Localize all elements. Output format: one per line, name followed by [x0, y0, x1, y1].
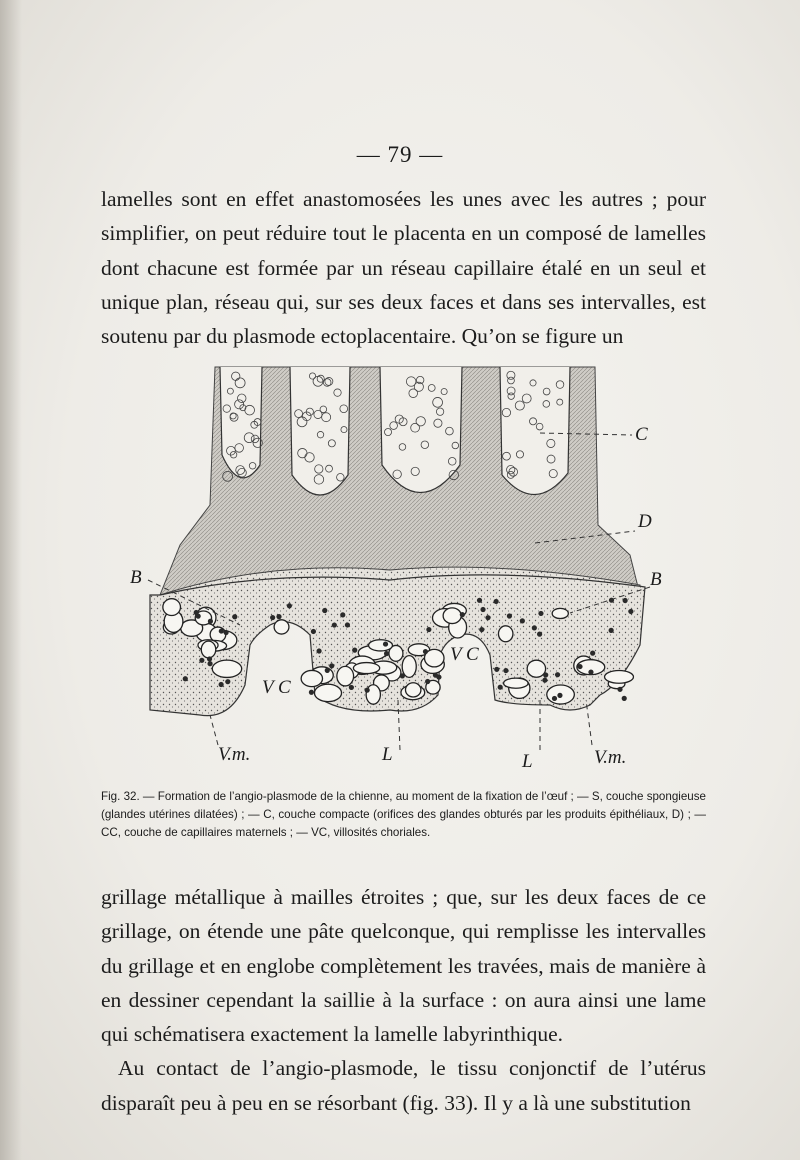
nucleus — [555, 672, 560, 677]
nucleus — [426, 627, 431, 632]
paragraph-bottom-1-text: grillage métallique à mailles étroites ; que, sur les deux faces de ce grillage, on étende une pâte quelconque, qui remplisse les intervalles du grillage et en englobe complètement les travées, mais de manière à en dessiner cependant la saillie à la surface : on aura ainsi une lame qui schématisera exactement la lamelle labyrinthique. — [101, 885, 706, 1047]
capillary — [369, 640, 393, 651]
nucleus — [623, 598, 628, 603]
nucleus — [325, 668, 330, 673]
nucleus — [622, 696, 627, 701]
nucleus — [332, 622, 337, 627]
paragraph-bottom-1 — [101, 880, 706, 1120]
nucleus — [219, 628, 224, 633]
capillary — [498, 626, 512, 642]
nucleus — [219, 682, 224, 687]
capillary — [163, 599, 181, 616]
nucleus — [532, 625, 537, 630]
nucleus — [498, 685, 503, 690]
capillary — [337, 666, 354, 686]
capillary — [274, 620, 289, 634]
label-b-left: B — [130, 567, 142, 588]
nucleus — [352, 648, 357, 653]
label-vc-left: V C — [262, 677, 291, 698]
nucleus — [609, 598, 614, 603]
nucleus — [557, 693, 562, 698]
capillary — [405, 683, 420, 697]
nucleus — [543, 672, 548, 677]
nucleus — [329, 663, 334, 668]
nucleus — [322, 608, 327, 613]
capillary — [527, 660, 545, 677]
nucleus — [183, 676, 188, 681]
nucleus — [207, 661, 212, 666]
label-vc-right: V C — [450, 644, 479, 665]
capillary — [605, 671, 634, 684]
nucleus — [316, 648, 321, 653]
nucleus — [494, 667, 499, 672]
nucleus — [542, 678, 547, 683]
nucleus — [477, 598, 482, 603]
nucleus — [232, 614, 237, 619]
nucleus — [340, 612, 345, 617]
capillary — [314, 684, 341, 701]
nucleus — [425, 679, 430, 684]
nucleus — [384, 651, 389, 656]
nucleus — [628, 609, 633, 614]
capillary — [402, 656, 416, 678]
histology-illustration — [120, 355, 690, 785]
gland-lumen — [380, 367, 462, 493]
nucleus — [485, 615, 490, 620]
capillary — [201, 641, 215, 658]
nucleus — [309, 690, 314, 695]
capillary — [443, 608, 461, 624]
nucleus — [383, 641, 388, 646]
nucleus — [223, 630, 228, 635]
nucleus — [208, 619, 213, 624]
nucleus — [588, 670, 593, 675]
nucleus — [577, 664, 582, 669]
page-number: — 79 — — [356, 142, 444, 167]
label-b-right: B — [650, 569, 662, 590]
nucleus — [590, 651, 595, 656]
nucleus — [433, 673, 438, 678]
nucleus — [207, 656, 212, 661]
capillary — [212, 660, 241, 677]
capillary — [504, 678, 528, 688]
nucleus — [423, 649, 428, 654]
gland-lumen — [220, 367, 262, 478]
label-d: D — [638, 511, 652, 532]
capillary — [366, 685, 380, 704]
nucleus — [194, 610, 199, 615]
nucleus — [507, 613, 512, 618]
nucleus — [460, 612, 465, 617]
nucleus — [503, 668, 508, 673]
nucleus — [311, 629, 316, 634]
nucleus — [400, 673, 405, 678]
nucleus — [538, 611, 543, 616]
label-l-right: L — [522, 751, 533, 772]
nucleus — [520, 618, 525, 623]
nucleus — [479, 627, 484, 632]
figure-caption: Fig. 32. — Formation de l’angio-plasmode de la chienne, au moment de la fixation de l’œuf ; — S, couche spongieuse (glandes utérines dilatées) ; — C, couche compacte (orifices des glandes obturés par les produits épithéliaux, D) ; — CC, couche de capillaires maternels ; — VC, villosités choriales. — [101, 790, 706, 839]
nucleus — [537, 632, 542, 637]
capillary — [552, 608, 568, 618]
label-vm-left: V.m. — [218, 744, 251, 765]
nucleus — [617, 687, 622, 692]
nucleus — [552, 696, 557, 701]
nucleus — [345, 622, 350, 627]
paragraph-top: lamelles sont en effet anastomosées les unes avec les autres ; pour simplifier, on peut réduire tout le placenta en un composé de lamelles dont chacune est formée par un réseau capillaire étalé en un seul et unique plan, réseau qui, sur ses deux faces et dans ses intervalles, est soutenu par du plasmode ectoplacentaire. Qu’on se figure un — [101, 187, 706, 349]
label-l-left: L — [382, 744, 393, 765]
nucleus — [609, 628, 614, 633]
leader-vm-right — [586, 700, 592, 745]
leader-vm-left — [210, 715, 218, 745]
label-vm-right: V.m. — [594, 747, 627, 768]
nucleus — [287, 603, 292, 608]
nucleus — [480, 607, 485, 612]
capillary — [353, 663, 379, 674]
figure-32 — [120, 355, 690, 785]
capillary — [301, 670, 322, 686]
label-c: C — [635, 424, 648, 445]
paragraph-bottom-2-text: Au contact de l’angio-plasmode, le tissu conjonctif de l’utérus disparaît peu à peu en se résorbant (fig. 33). Il y a là une substitution — [101, 1056, 706, 1115]
nucleus — [276, 614, 281, 619]
nucleus — [225, 679, 230, 684]
nucleus — [270, 615, 275, 620]
nucleus — [494, 599, 499, 604]
nucleus — [349, 685, 354, 690]
nucleus — [199, 658, 204, 663]
nucleus — [365, 688, 370, 693]
